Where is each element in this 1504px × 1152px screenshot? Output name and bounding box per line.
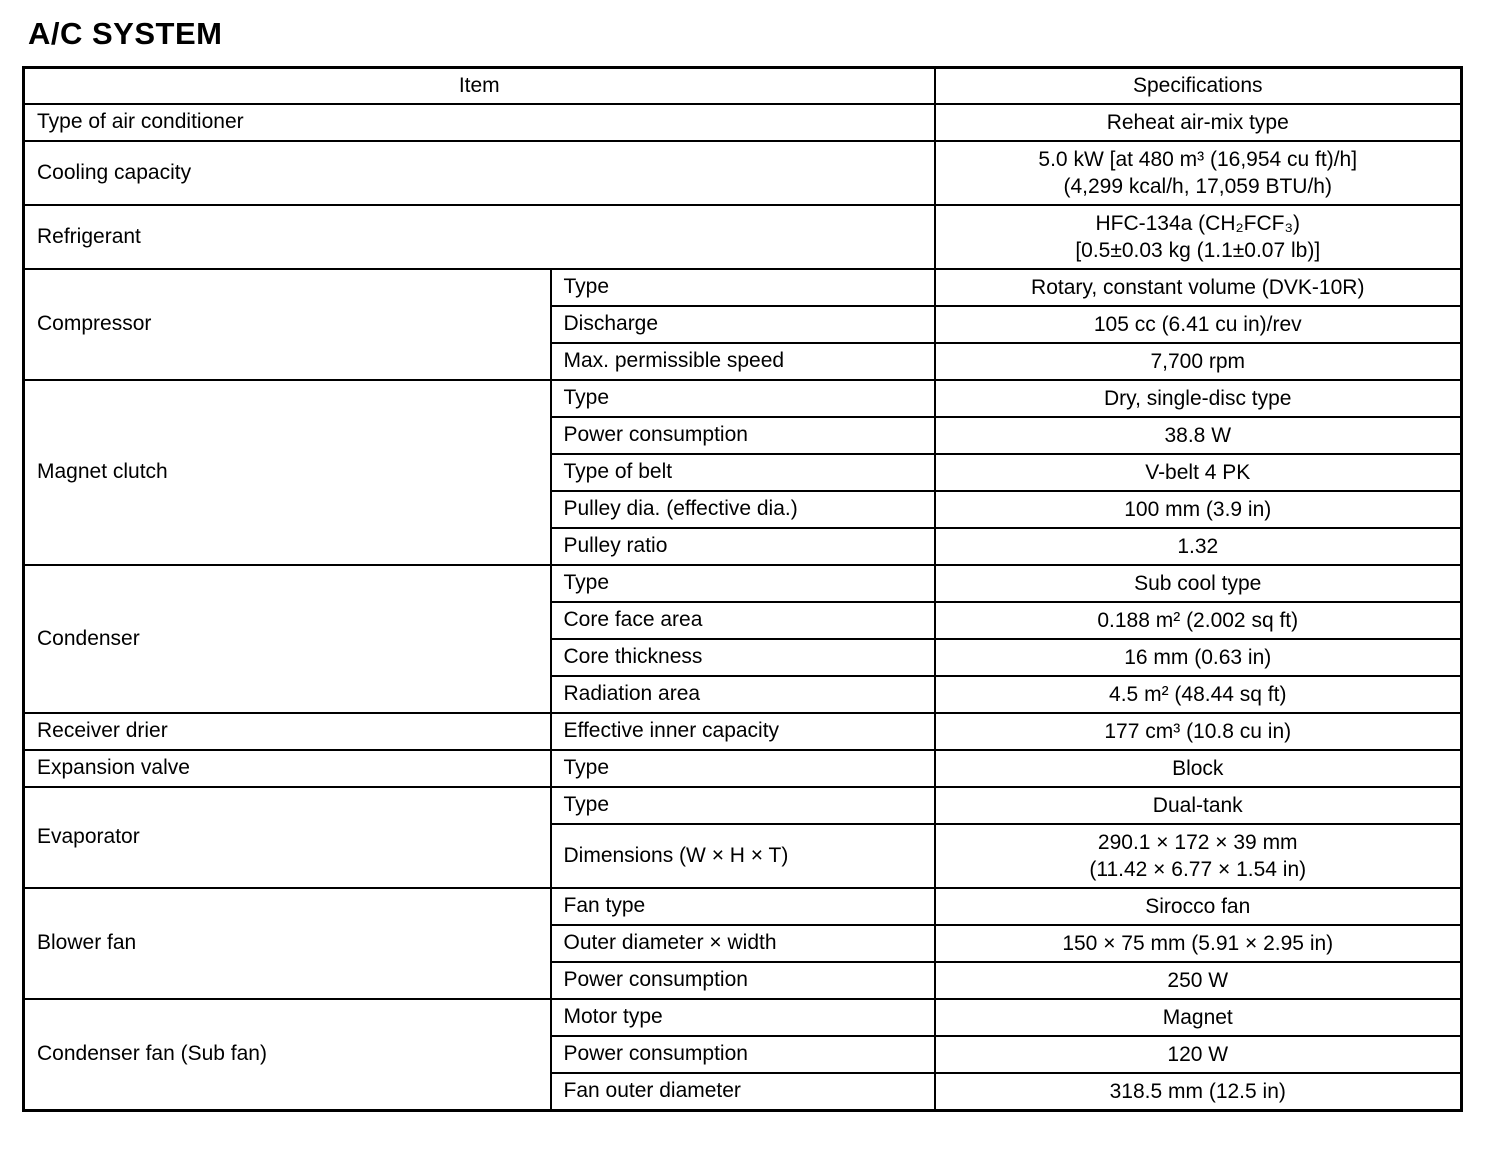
spec-line: 100 mm (3.9 in) <box>1124 497 1272 521</box>
spec-cell <box>935 824 1462 888</box>
spec-line: 1.32 <box>1177 534 1219 558</box>
sub-item-cell: Type <box>551 380 935 417</box>
table-row <box>24 269 1462 306</box>
spec-cell <box>935 141 1462 205</box>
table-body <box>24 104 1462 1111</box>
spec-cell <box>935 417 1462 454</box>
item-cell: Expansion valve <box>24 750 551 787</box>
sub-item-cell: Fan outer diameter <box>551 1073 935 1111</box>
sub-item-cell: Core thickness <box>551 639 935 676</box>
spec-line: 290.1 × 172 × 39 mm <box>1097 830 1298 854</box>
item-cell: Magnet clutch <box>24 380 551 565</box>
column-header-specifications: Specifications <box>935 68 1462 104</box>
spec-line: [0.5±0.03 kg (1.1±0.07 lb)] <box>1075 238 1321 262</box>
spec-line: Rotary, constant volume (DVK-10R) <box>1031 275 1365 299</box>
spec-line: 120 W <box>1167 1042 1229 1066</box>
sub-item-cell: Power consumption <box>551 962 935 999</box>
spec-cell <box>935 602 1462 639</box>
table-row <box>24 380 1462 417</box>
sub-item-cell: Fan type <box>551 888 935 925</box>
spec-line: 318.5 mm (12.5 in) <box>1109 1079 1286 1103</box>
spec-line: 150 × 75 mm (5.91 × 2.95 in) <box>1062 931 1334 955</box>
sub-item-cell: Radiation area <box>551 676 935 713</box>
spec-cell <box>935 454 1462 491</box>
header-row <box>24 68 1462 104</box>
spec-cell <box>935 269 1462 306</box>
spec-line: Reheat air-mix type <box>1106 110 1289 134</box>
spec-line: Block <box>1172 756 1224 780</box>
spec-line: Dual-tank <box>1152 793 1243 817</box>
spec-line: (11.42 × 6.77 × 1.54 in) <box>1089 857 1307 881</box>
spec-cell <box>935 528 1462 565</box>
table-row <box>24 787 1462 824</box>
spec-line: 5.0 kW [at 480 m³ (16,954 cu ft)/h] <box>1038 147 1358 171</box>
item-cell: Cooling capacity <box>24 141 935 205</box>
sub-item-cell: Dimensions (W × H × T) <box>551 824 935 888</box>
sub-item-cell: Type <box>551 750 935 787</box>
spec-cell <box>935 104 1462 141</box>
spec-cell <box>935 343 1462 380</box>
column-header-item: Item <box>24 68 935 104</box>
spec-cell <box>935 925 1462 962</box>
sub-item-cell: Type of belt <box>551 454 935 491</box>
sub-item-cell: Type <box>551 269 935 306</box>
spec-line: 4.5 m² (48.44 sq ft) <box>1109 682 1287 706</box>
item-cell: Refrigerant <box>24 205 935 269</box>
spec-line: (4,299 kcal/h, 17,059 BTU/h) <box>1063 174 1332 198</box>
sub-item-cell: Discharge <box>551 306 935 343</box>
item-cell: Blower fan <box>24 888 551 999</box>
table-row <box>24 999 1462 1036</box>
spec-cell <box>935 491 1462 528</box>
spec-cell <box>935 962 1462 999</box>
spec-cell <box>935 999 1462 1036</box>
sub-item-cell: Effective inner capacity <box>551 713 935 750</box>
sub-item-cell: Power consumption <box>551 1036 935 1073</box>
sub-item-cell: Pulley ratio <box>551 528 935 565</box>
spec-line: HFC-134a (CH₂FCF₃) <box>1095 211 1301 235</box>
spec-line: 177 cm³ (10.8 cu in) <box>1104 719 1292 743</box>
spec-cell <box>935 787 1462 824</box>
sub-item-cell: Type <box>551 787 935 824</box>
sub-item-cell: Type <box>551 565 935 602</box>
spec-cell <box>935 888 1462 925</box>
item-cell: Condenser fan (Sub fan) <box>24 999 551 1111</box>
spec-cell <box>935 565 1462 602</box>
sub-item-cell: Power consumption <box>551 417 935 454</box>
spec-cell <box>935 1036 1462 1073</box>
item-cell: Condenser <box>24 565 551 713</box>
spec-line: Sirocco fan <box>1145 894 1251 918</box>
sub-item-cell: Core face area <box>551 602 935 639</box>
spec-cell <box>935 676 1462 713</box>
spec-line: Sub cool type <box>1134 571 1262 595</box>
table-row <box>24 888 1462 925</box>
spec-line: 0.188 m² (2.002 sq ft) <box>1097 608 1299 632</box>
table-row <box>24 104 1462 141</box>
spec-cell <box>935 1073 1462 1111</box>
spec-line: 7,700 rpm <box>1150 349 1246 373</box>
spec-cell <box>935 380 1462 417</box>
page-title: A/C SYSTEM <box>28 16 223 51</box>
spec-cell <box>935 713 1462 750</box>
table-row <box>24 713 1462 750</box>
sub-item-cell: Motor type <box>551 999 935 1036</box>
item-cell: Type of air conditioner <box>24 104 935 141</box>
sub-item-cell: Outer diameter × width <box>551 925 935 962</box>
table-row <box>24 565 1462 602</box>
spec-line: 38.8 W <box>1164 423 1232 447</box>
spec-line: Magnet <box>1162 1005 1233 1029</box>
table-row <box>24 750 1462 787</box>
spec-line: Dry, single-disc type <box>1103 386 1292 410</box>
item-cell: Compressor <box>24 269 551 380</box>
sub-item-cell: Max. permissible speed <box>551 343 935 380</box>
spec-cell <box>935 205 1462 269</box>
table-row <box>24 141 1462 205</box>
spec-line: 105 cc (6.41 cu in)/rev <box>1093 312 1302 336</box>
spec-cell <box>935 639 1462 676</box>
spec-line: 250 W <box>1167 968 1229 992</box>
spec-cell <box>935 306 1462 343</box>
sub-item-cell: Pulley dia. (effective dia.) <box>551 491 935 528</box>
ac-system-spec-table <box>22 66 1463 1112</box>
table-row <box>24 205 1462 269</box>
spec-line: 16 mm (0.63 in) <box>1124 645 1272 669</box>
item-cell: Receiver drier <box>24 713 551 750</box>
spec-cell <box>935 750 1462 787</box>
item-cell: Evaporator <box>24 787 551 888</box>
spec-line: V-belt 4 PK <box>1145 460 1251 484</box>
